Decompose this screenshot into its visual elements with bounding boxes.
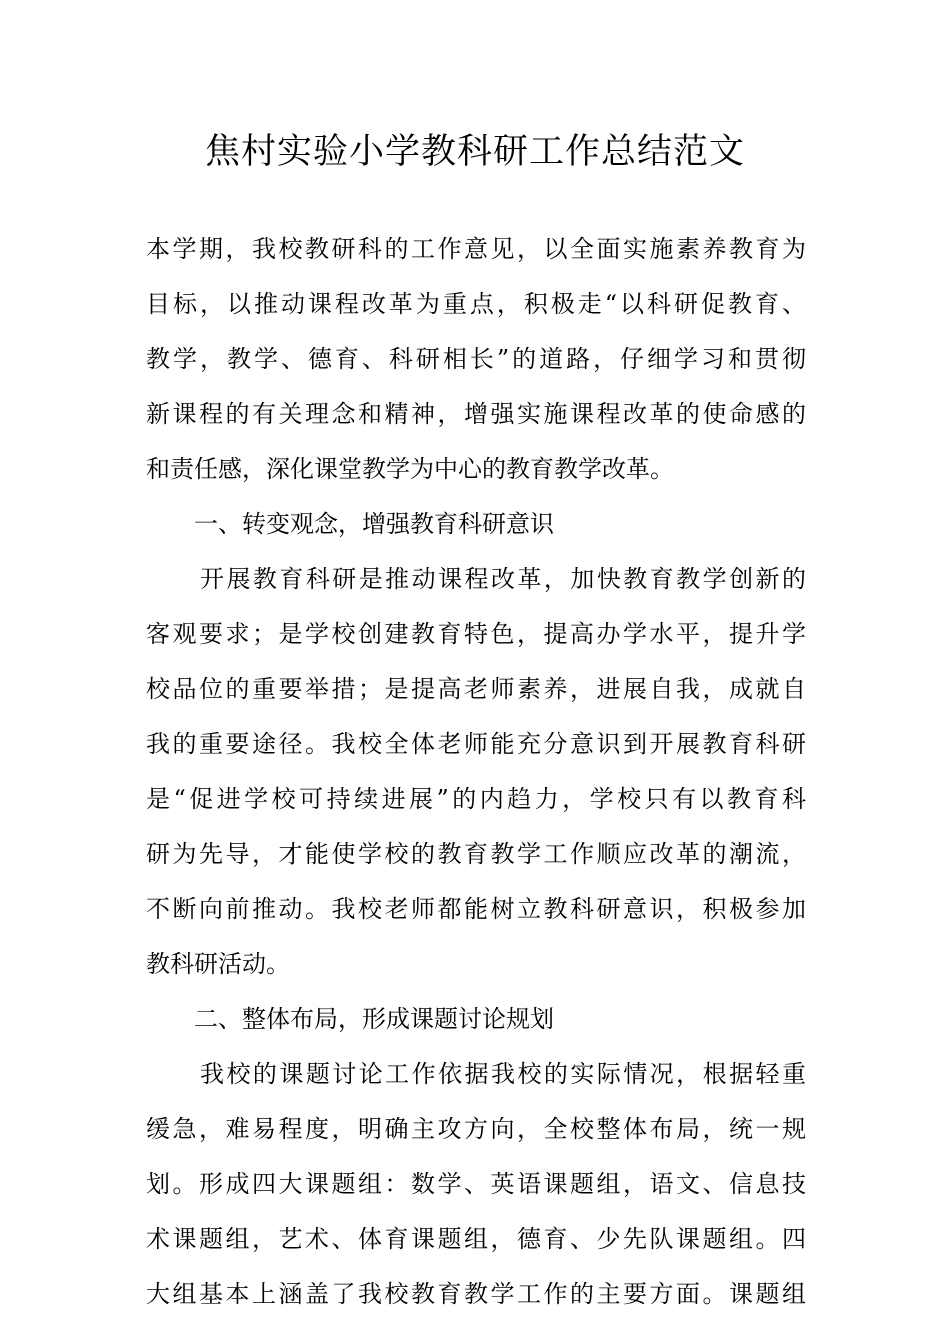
body-line: 我的重要途径。我校全体老师能充分意识到开展教育科研 xyxy=(146,730,806,758)
body-line: 目标，以推动课程改革为重点，积极走“以科研促教育、 xyxy=(146,290,806,318)
body-line: 划。形成四大课题组：数学、英语课题组，语文、信息技 xyxy=(146,1170,806,1198)
body-line: 和责任感，深化课堂教学为中心的教育教学改革。 xyxy=(146,455,674,483)
section-heading: 二、整体布局，形成课题讨论规划 xyxy=(194,1005,554,1033)
body-line: 不断向前推动。我校老师都能树立教科研意识，积极参加 xyxy=(146,895,806,923)
paragraph-first-line: 我校的课题讨论工作依据我校的实际情况，根据轻重 xyxy=(200,1060,806,1088)
body-line: 本学期，我校教研科的工作意见，以全面实施素养教育为 xyxy=(146,235,806,263)
body-line: 新课程的有关理念和精神，增强实施课程改革的使命感的 xyxy=(146,400,806,428)
body-line: 研为先导，才能使学校的教育教学工作顺应改革的潮流， xyxy=(146,840,806,868)
body-line: 教科研活动。 xyxy=(146,950,290,978)
paragraph-first-line: 开展教育科研是推动课程改革，加快教育教学创新的 xyxy=(200,565,806,593)
document-body xyxy=(146,222,806,1322)
body-line: 大组基本上涵盖了我校教育教学工作的主要方面。课题组 xyxy=(146,1280,806,1308)
document-title: 焦村实验小学教科研工作总结范文 xyxy=(204,132,745,172)
body-line: 是“促进学校可持续进展”的内趋力，学校只有以教育科 xyxy=(146,785,806,813)
body-line: 术课题组，艺术、体育课题组，德育、少先队课题组。四 xyxy=(146,1225,806,1253)
body-line: 客观要求；是学校创建教育特色，提高办学水平，提升学 xyxy=(146,620,806,648)
body-line: 校品位的重要举措；是提高老师素养，进展自我，成就自 xyxy=(146,675,806,703)
section-heading: 一、转变观念，增强教育科研意识 xyxy=(194,510,554,538)
body-line: 教学，教学、德育、科研相长”的道路，仔细学习和贯彻 xyxy=(146,345,806,373)
body-line: 缓急，难易程度，明确主攻方向，全校整体布局，统一规 xyxy=(146,1115,806,1143)
